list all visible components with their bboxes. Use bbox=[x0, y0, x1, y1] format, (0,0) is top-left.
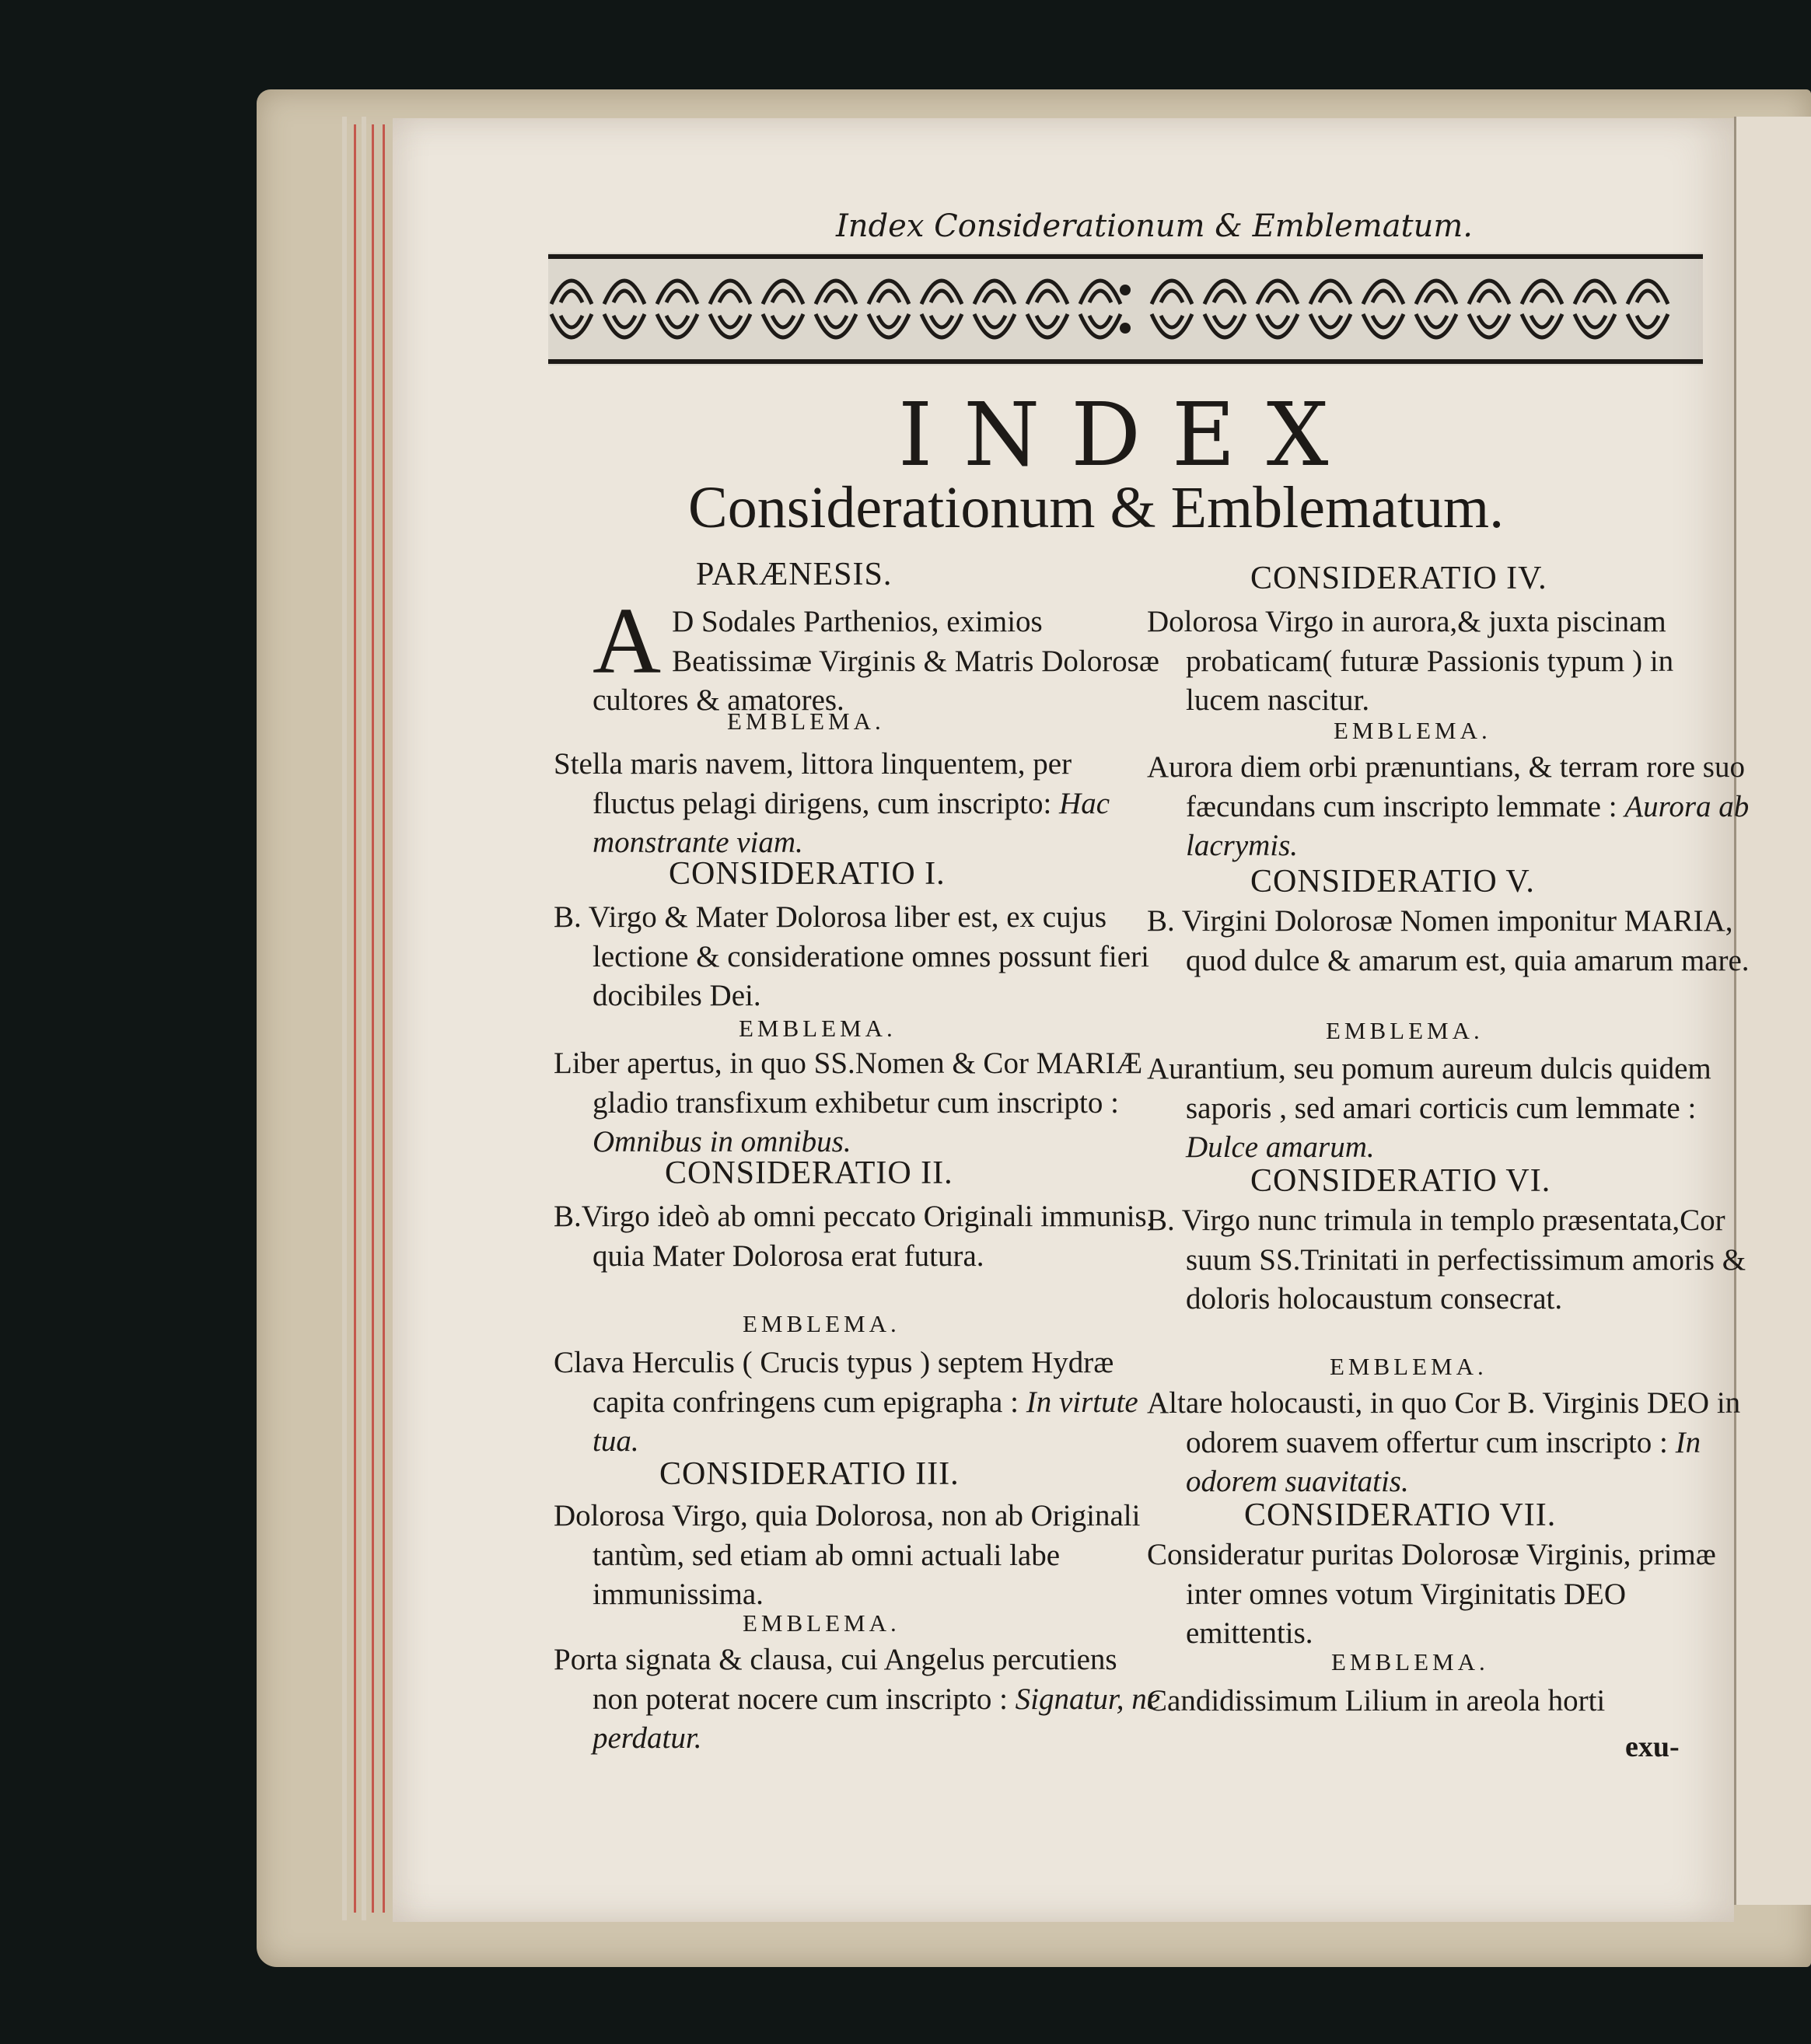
emblema-label: EMBLEMA. bbox=[739, 1015, 897, 1042]
emblema-entry bbox=[1147, 1384, 1750, 1502]
entry-text: Altare holocausti, in quo Cor B. Virginis DEO in odorem suavem offertur cum inscripto : bbox=[1147, 1386, 1741, 1459]
entry-text: Aurora diem orbi prænuntians, & terram rore suo fæcundans cum inscripto lemmate : bbox=[1147, 750, 1745, 823]
section-heading: CONSIDERATIO VII. bbox=[1244, 1497, 1557, 1533]
entry-text: Liber apertus, in quo SS.Nomen & Cor MARIÆ gladio transfixum exhibetur cum inscripto : bbox=[554, 1046, 1143, 1120]
emblema-label: EMBLEMA. bbox=[1334, 717, 1491, 744]
consideratio-entry bbox=[1147, 1201, 1750, 1319]
section-heading: CONSIDERATIO V. bbox=[1250, 864, 1535, 900]
section-heading: CONSIDERATIO I. bbox=[669, 856, 946, 892]
emblema-label: EMBLEMA. bbox=[1331, 1648, 1489, 1675]
consideratio-entry bbox=[1147, 1536, 1750, 1654]
entry-motto: Dulce amarum. bbox=[1186, 1130, 1375, 1164]
page-title: INDEX bbox=[898, 385, 1360, 486]
entry-motto: In odorem suavitatis. bbox=[1186, 1425, 1701, 1498]
emblema-entry bbox=[554, 1640, 1160, 1759]
entry-motto: Hac monstrante viam. bbox=[593, 786, 1110, 859]
entry-motto: In virtute tua. bbox=[593, 1385, 1138, 1458]
emblema-label: EMBLEMA. bbox=[1326, 1017, 1484, 1044]
emblema-entry bbox=[1147, 748, 1750, 866]
entry-text: Stella maris navem, littora linquentem, per fluctus pelagi dirigens, cum inscripto: bbox=[554, 747, 1072, 820]
emblema-label: EMBLEMA. bbox=[727, 708, 885, 735]
entry-text: Consideratur puritas Dolorosæ Virginis, primæ inter omnes votum Virginitatis DEO emittentis. bbox=[1147, 1538, 1716, 1650]
entry-text: B. Virgo nunc trimula in templo præsentata,Cor suum SS.Trinitati in perfectissimum amoris & doloris holocaustum consecrat. bbox=[1147, 1204, 1746, 1315]
consideratio-entry bbox=[554, 1497, 1160, 1615]
page-edge bbox=[342, 117, 347, 1920]
entry-text: B. Virgini Dolorosæ Nomen imponitur MARIA, quod dulce & amarum est, quia amarum mare. bbox=[1147, 904, 1750, 977]
entry-text: B.Virgo ideò ab omni peccato Originali immunis, quia Mater Dolorosa erat futura. bbox=[554, 1200, 1155, 1273]
section-heading: CONSIDERATIO IV. bbox=[1250, 561, 1547, 596]
entry-motto: Signatur, ne perdatur. bbox=[593, 1682, 1161, 1755]
entry-text: Dolorosa Virgo in aurora,& juxta piscinam probaticam( futuræ Passionis typum ) in lucem nascitur. bbox=[1147, 605, 1674, 717]
consideratio-entry bbox=[1147, 902, 1750, 980]
section-heading: CONSIDERATIO III. bbox=[659, 1456, 960, 1492]
emblema-label: EMBLEMA. bbox=[1330, 1353, 1488, 1380]
ornamental-band bbox=[548, 253, 1703, 365]
consideratio-entry bbox=[1147, 603, 1750, 721]
emblema-entry bbox=[554, 1044, 1160, 1162]
entry-text: Clava Herculis ( Crucis typus ) septem Hydræ capita confringens cum epigrapha : bbox=[554, 1346, 1114, 1419]
drop-cap: A bbox=[593, 589, 662, 694]
emblema-label: EMBLEMA. bbox=[743, 1310, 900, 1337]
emblema-entry bbox=[1147, 1682, 1750, 1721]
running-head: Index Considerationum & Emblematum. bbox=[836, 208, 1474, 244]
red-page-edge bbox=[354, 124, 356, 1913]
section-heading: PARÆNESIS. bbox=[696, 557, 893, 592]
section-heading: CONSIDERATIO VI. bbox=[1250, 1163, 1551, 1199]
page-subtitle: Considerationum & Emblematum. bbox=[688, 475, 1505, 540]
entry-text: Dolorosa Virgo, quia Dolorosa, non ab Originali tantùm, sed etiam ab omni actuali labe immunissima. bbox=[554, 1499, 1141, 1611]
entry-text: B. Virgo & Mater Dolorosa liber est, ex cujus lectione & consideratione omnes possunt fieri docibiles Dei. bbox=[554, 900, 1149, 1012]
entry-text: D Sodales Parthenios, eximios Beatissimæ Virginis & Matris Dolorosæ cultores & amatores. bbox=[593, 605, 1159, 717]
entry-text: Porta signata & clausa, cui Angelus percutiens non poterat nocere cum inscripto : bbox=[554, 1643, 1117, 1716]
red-page-edge bbox=[383, 124, 385, 1913]
emblema-entry bbox=[554, 745, 1160, 863]
entry-text: Aurantium, seu pomum aureum dulcis quidem saporis , sed amari corticis cum lemmate : bbox=[1147, 1052, 1711, 1125]
entry-text: Candidissimum Lilium in areola horti bbox=[1147, 1684, 1606, 1717]
catchword: exu- bbox=[1625, 1731, 1680, 1763]
entry-motto: Aurora ab lacrymis. bbox=[1186, 789, 1750, 862]
emblema-entry bbox=[554, 1343, 1160, 1462]
emblema-label: EMBLEMA. bbox=[743, 1609, 900, 1637]
emblema-entry bbox=[1147, 1050, 1750, 1168]
paraenesis-entry bbox=[554, 589, 1168, 721]
entry-motto: Omnibus in omnibus. bbox=[593, 1125, 851, 1158]
consideratio-entry bbox=[554, 898, 1160, 1016]
consideratio-entry bbox=[554, 1197, 1160, 1276]
page-edge bbox=[362, 117, 366, 1920]
section-heading: CONSIDERATIO II. bbox=[665, 1155, 953, 1191]
red-page-edge bbox=[372, 124, 374, 1913]
